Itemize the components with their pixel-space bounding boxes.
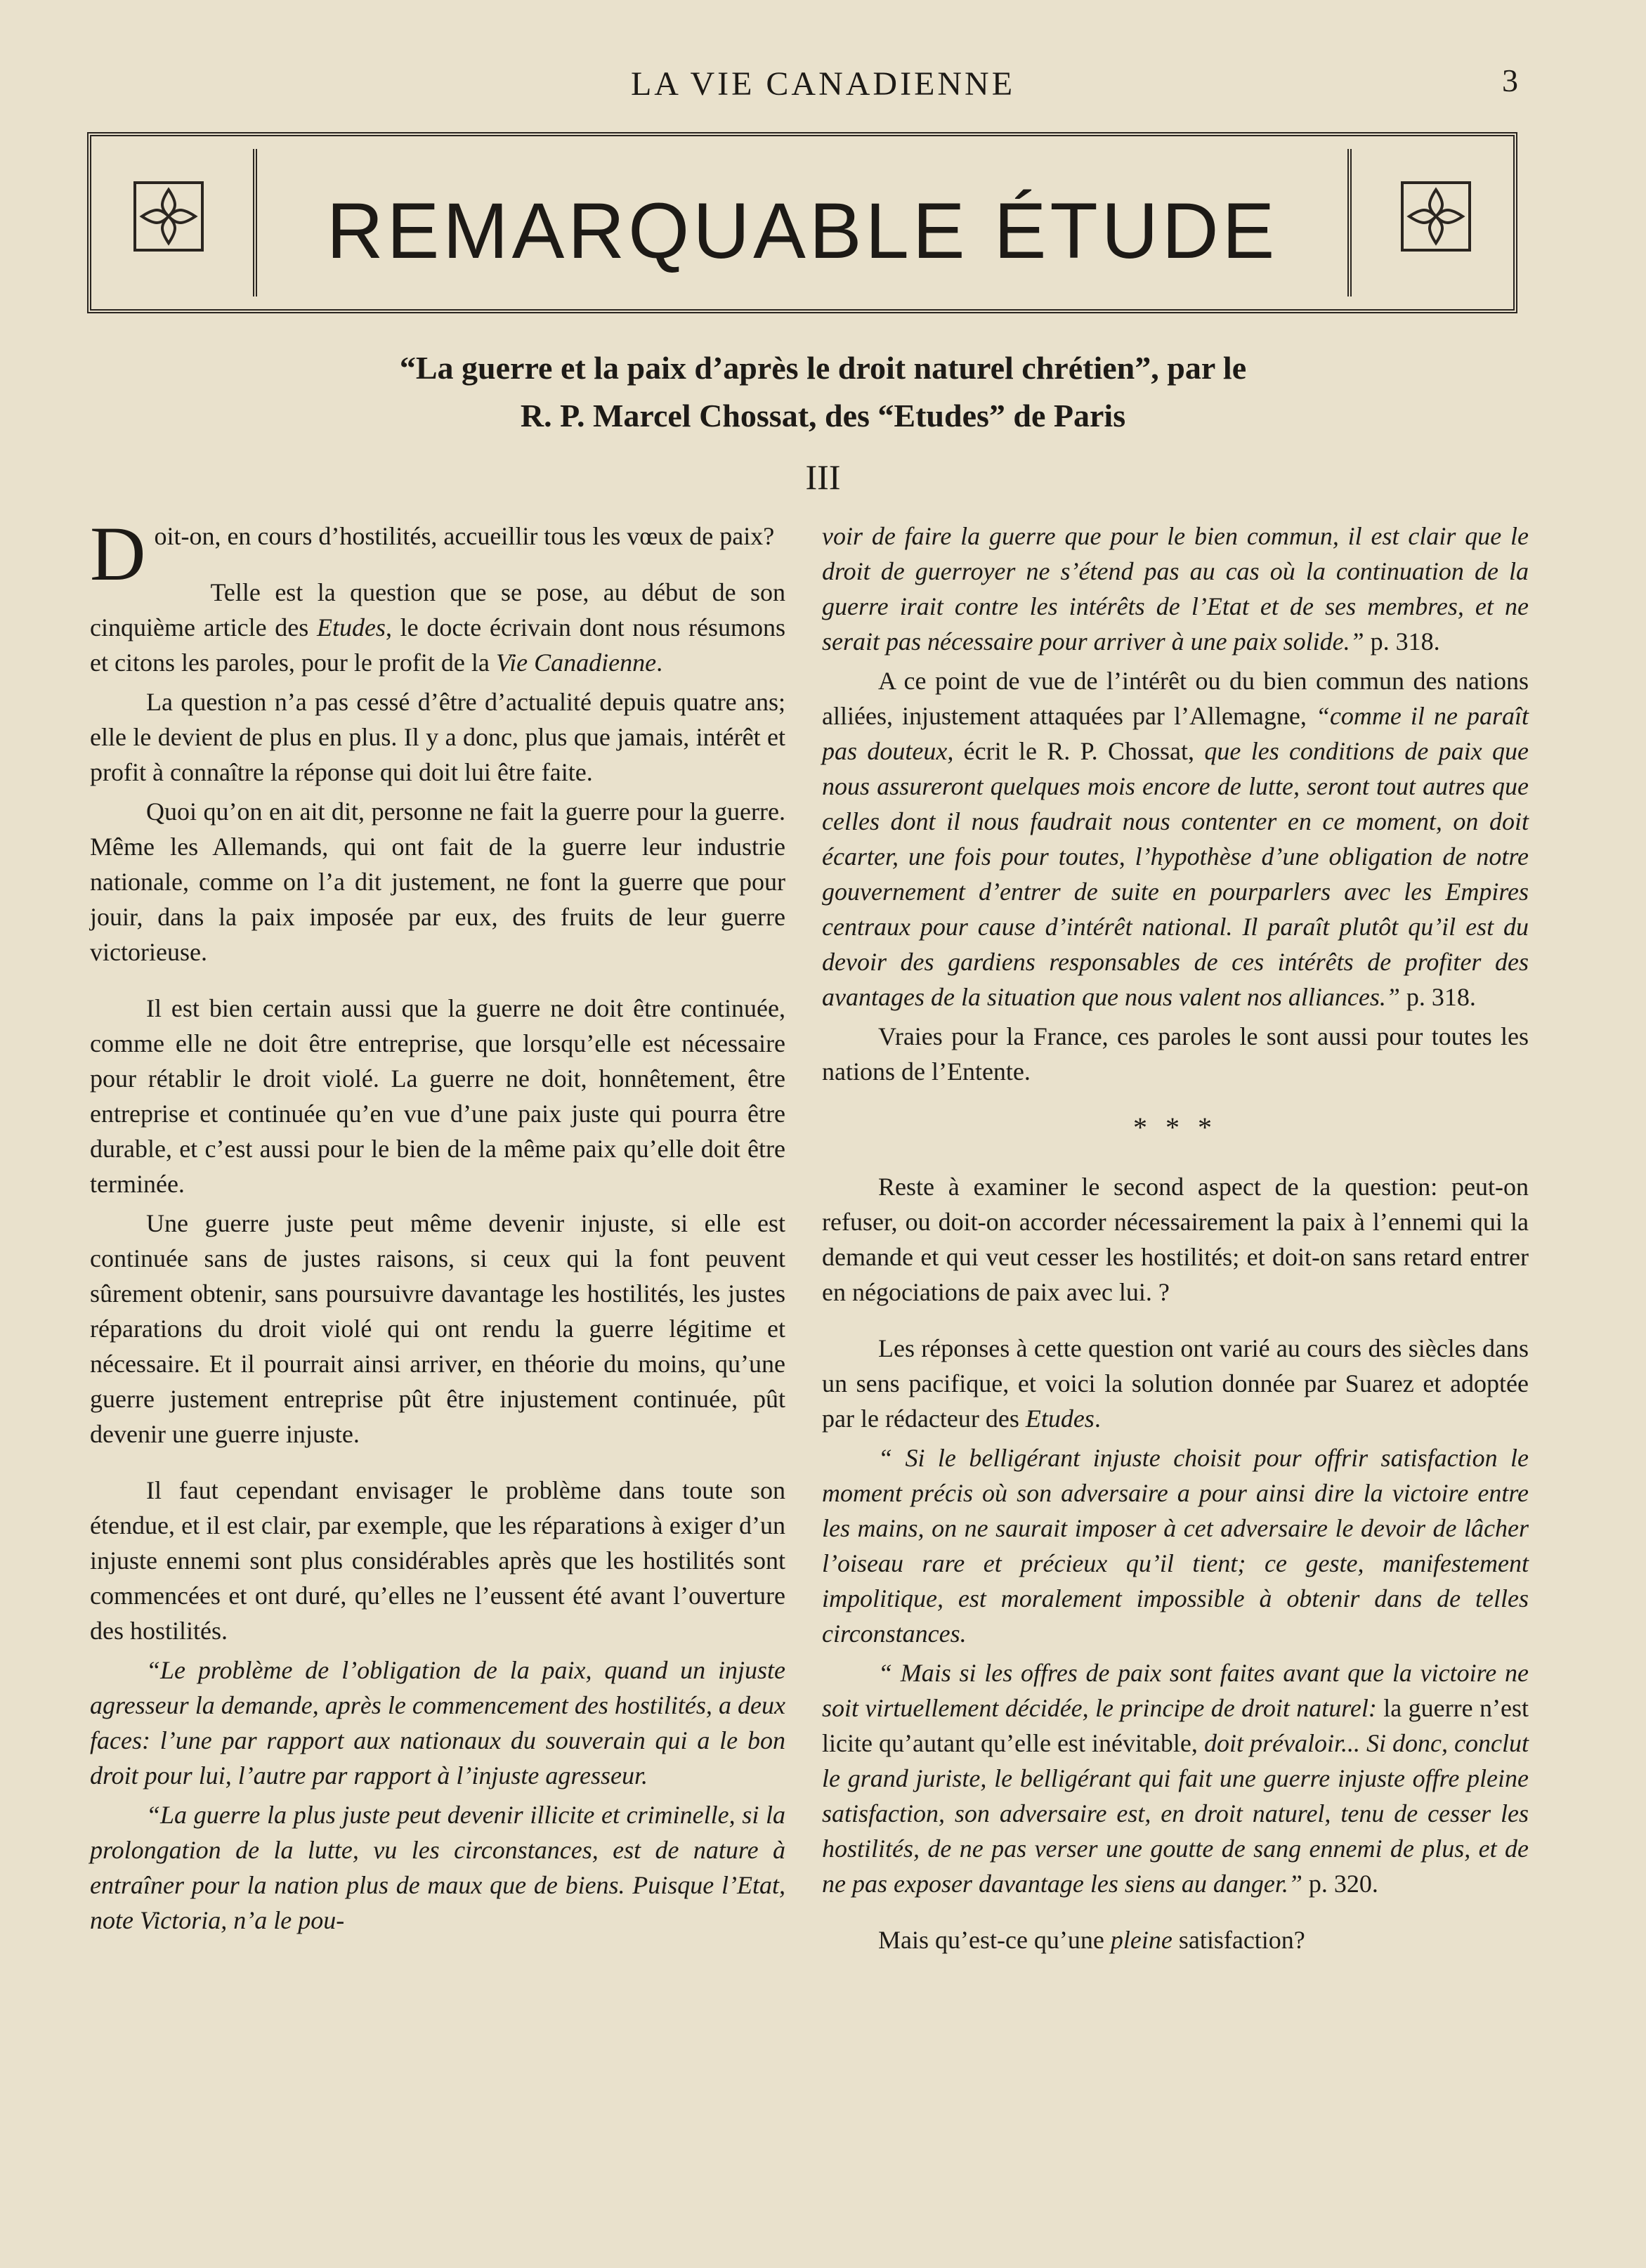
title-inner-frame (253, 149, 1352, 296)
article-subtitle (141, 344, 1505, 440)
quote-paragraph: “ Si le belligérant injuste choisit pour offrir satisfaction le moment précis où son adversaire a pour ainsi dire la victoire entre les mains, on ne saurait imposer à cet adversaire le devoir de lâcher l’oiseau rare et précieux qu’il tient; ce geste, manifestement impolitique, est moralement impossible à obtenir dans de telles circonstances. (822, 1444, 1529, 1648)
paragraph: Doit-on, en cours d’hostilités, accueillir tous les vœux de paix? (90, 511, 775, 597)
quote-paragraph: “La guerre la plus juste peut devenir illicite et criminelle, si la prolongation de la lutte, vu les circonstances, est de nature à entraîner pour la nation plus de maux que de biens. Puisque l’Etat, note Victoria, n’a le pou- (90, 1801, 785, 1934)
article-title: REMARQUABLE ÉTUDE (326, 187, 1279, 275)
paragraph: La question n’a pas cessé d’être d’actualité depuis quatre ans; elle le devient de plus en plus. Il y a donc, plus que jamais, intérêt et profit à connaître la réponse qui doit lui être faite. (90, 688, 785, 786)
paragraph: Telle est la question que se pose, au début de son cinquième article des Etudes, le docte écrivain dont nous résumons et citons les paroles, pour le profit de la Vie Canadienne. (90, 578, 785, 677)
ornament-icon (133, 181, 204, 252)
page-number: 3 (1502, 63, 1518, 98)
paragraph: Une guerre juste peut même devenir injuste, si elle est continuée sans de justes raisons, si ceux qui la font peuvent sûrement obtenir, sans poursuivre davantage les hostilités, les justes réparations du droit violé qui ont rendu la guerre légitime et nécessaire. Et il pourrait ainsi arriver, en théorie du moins, qu’une guerre justement entreprise pût être injustement continuée, pût devenir une guerre injuste. (90, 1209, 785, 1448)
paragraph: Reste à examiner le second aspect de la question: peut-on refuser, ou doit-on accorder nécessairement la paix à l’ennemi qui la demande et qui veut cesser les hostilités; et doit-on sans retard entrer en négociations de paix avec lui. ? (822, 1173, 1529, 1306)
paragraph: Il est bien certain aussi que la guerre ne doit être continuée, comme elle ne doit être entreprise, que lorsqu’elle est nécessaire pour rétablir le droit violé. La guerre ne doit, honnêtement, être entreprise et continuée qu’en vue d’une paix juste qui pourra être durable, et c’est aussi pour le bien de la même paix qu’elle doit être terminée. (90, 994, 785, 1198)
left-column (90, 511, 785, 1942)
paragraph: Les réponses à cette question ont varié au cours des siècles dans un sens pacifique, et voici la solution donnée par Suarez et adoptée par le rédacteur des Etudes. (822, 1334, 1529, 1433)
subtitle-line-1: “La guerre et la paix d’après le droit naturel chrétien”, par le (399, 350, 1247, 386)
drop-cap: D (90, 511, 146, 597)
paragraph: Il faut cependant envisager le problème dans toute son étendue, et il est clair, par exemple, que les réparations à exiger d’un injuste ennemi sont plus considérables après que les hostilités sont commencées et ont duré, qu’elles ne l’eussent été avant l’ouverture des hostilités. (90, 1476, 785, 1645)
subtitle-line-2: R. P. Marcel Chossat, des “Etudes” de Paris (520, 398, 1126, 434)
quote-paragraph: “ Mais si les offres de paix sont faites avant que la victoire ne soit virtuellement décidée, le principe de droit naturel: la guerre n’est licite qu’autant qu’elle est inévitable, doit prévaloir... Si donc, conclut le grand juriste, le belligérant qui fait une guerre injuste offre pleine satisfaction, son adversaire est, en droit naturel, tenu de cesser les hostilités, de ne pas verser une goutte de sang ennemi de plus, et de ne pas exposer davantage les siens au danger.” p. 320. (822, 1659, 1529, 1898)
section-separator: * * * (1133, 1112, 1217, 1143)
paragraph: Mais qu’est-ce qu’une pleine satisfaction? (878, 1926, 1305, 1954)
right-column (822, 519, 1529, 1962)
title-frame (87, 132, 1517, 313)
quote-paragraph: voir de faire la guerre que pour le bien commun, il est clair que le droit de guerroyer ne s’étend pas au cas où la continuation de la guerre irait contre les intérêts de l’Etat et de ses membres, et ne serait pas nécessaire pour arriver à une paix solide.” p. 318. (822, 522, 1529, 656)
paragraph: Vraies pour la France, ces paroles le sont aussi pour toutes les nations de l’Entente. (822, 1022, 1529, 1086)
running-title: LA VIE CANADIENNE (630, 65, 1016, 103)
quote-paragraph: “Le problème de l’obligation de la paix, quand un injuste agresseur la demande, après le commencement des hostilités, a deux faces: l’une par rapport aux nationaux du souverain qui a le bon droit pour lui, l’autre par rapport à l’injuste agresseur. (90, 1656, 785, 1790)
paragraph: A ce point de vue de l’intérêt ou du bien commun des nations alliées, injustement attaquées par l’Allemagne, “comme il ne paraît pas douteux, écrit le R. P. Chossat, que les conditions de paix que nous assureront quelques mois encore de lutte, seront tout autres que celles dont il nous faudrait nous contenter en ce moment, on doit écarter, une fois pour toutes, l’hypothèse d’une obligation de notre gouvernement d’entrer de suite en pourparlers avec les Empires centraux pour cause d’intérêt national. Il paraît plutôt qu’il est du devoir des gardiens responsables de ces intérêts de profiter des avantages de la situation que nous valent nos alliances.” p. 318. (822, 667, 1529, 1011)
paragraph: Quoi qu’on en ait dit, personne ne fait la guerre pour la guerre. Même les Allemands, qui ont fait de la guerre leur industrie nationale, comme on l’a dit justement, ne font la guerre que pour jouir, dans la paix imposée par eux, des fruits de leur guerre victorieuse. (90, 797, 785, 966)
ornament-icon (1401, 181, 1471, 252)
part-number: III (805, 457, 841, 497)
